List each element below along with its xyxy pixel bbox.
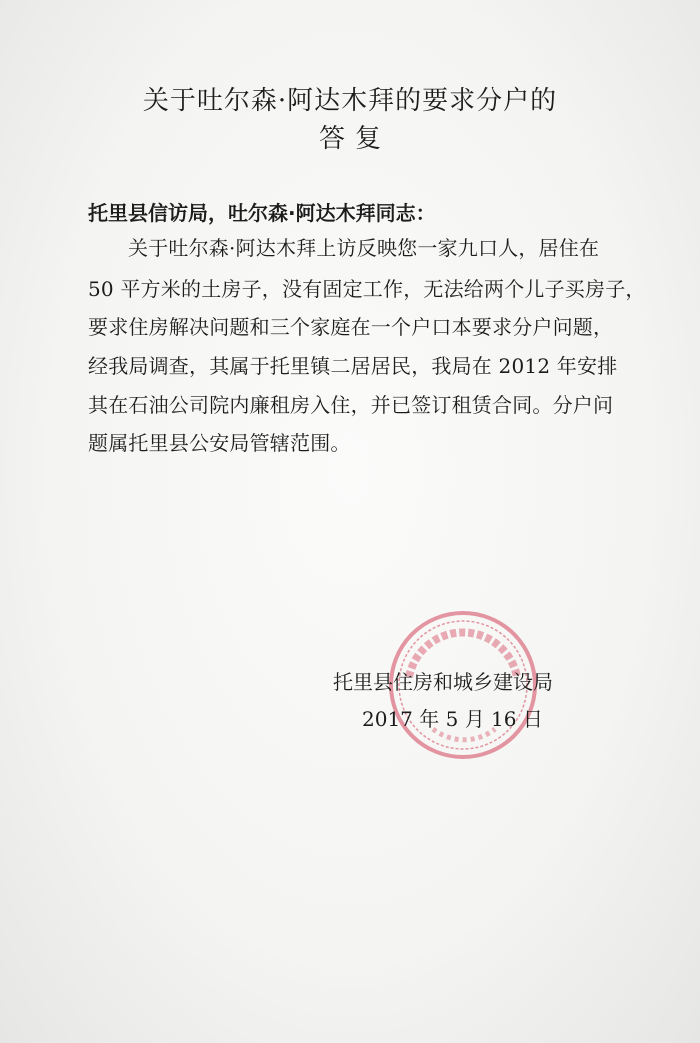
signature-organization: 托里县住房和城乡建设局 bbox=[333, 670, 553, 694]
body-line: 关于吐尔森·阿达木拜上访反映您一家九口人，居住在 bbox=[128, 236, 600, 260]
body-line: 其在石油公司院内廉租房入住，并已签订租赁合同。分户问 bbox=[88, 393, 614, 417]
document-title: 关于吐尔森·阿达木拜的要求分户的 bbox=[142, 86, 558, 116]
body-line: 题属托里县公安局管辖范围。 bbox=[88, 431, 351, 455]
addressee: 托里县信访局，吐尔森·阿达木拜同志： bbox=[88, 201, 436, 225]
body-line: 经我局调查，其属于托里镇二居居民，我局在 2012 年安排 bbox=[88, 354, 618, 378]
body-line: 要求住房解决问题和三个家庭在一个户口本要求分户问题， bbox=[88, 315, 614, 339]
body-line: 50 平方米的土房子，没有固定工作，无法给两个儿子买房子， bbox=[88, 277, 646, 301]
document-subtitle: 答复 bbox=[318, 124, 391, 154]
signature-date: 2017 年 5 月 16 日 bbox=[362, 707, 543, 731]
